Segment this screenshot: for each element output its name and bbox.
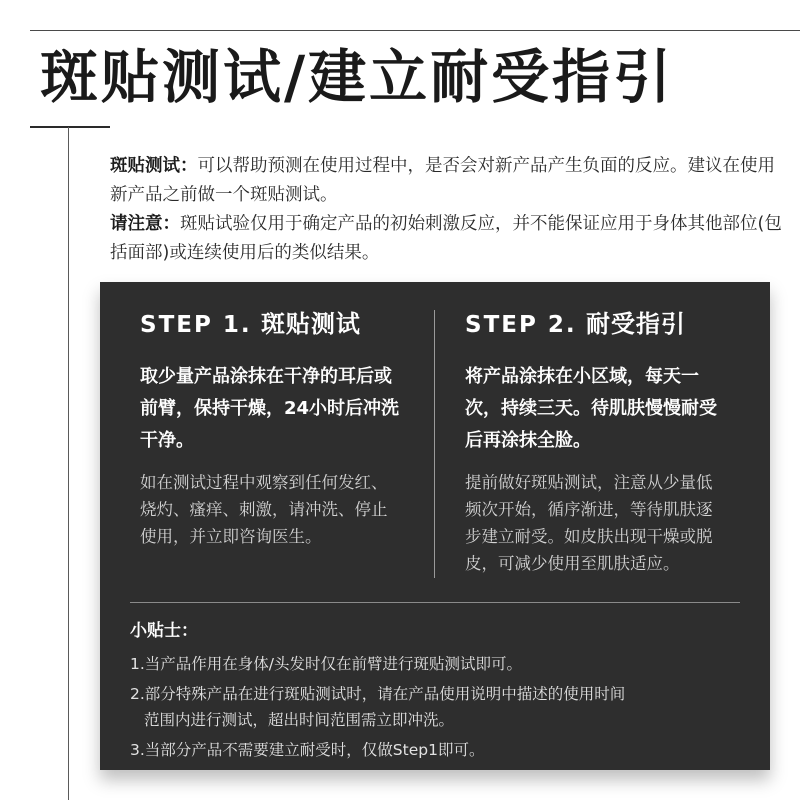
intro-section bbox=[110, 152, 790, 268]
tips-section bbox=[130, 619, 750, 763]
tip-item-2: 2.部分特殊产品在进行斑贴测试时，请在产品使用说明中描述的使用时间 bbox=[130, 685, 626, 703]
instruction-panel bbox=[100, 282, 770, 770]
intro-text-patch-test: 可以帮助预测在使用过程中，是否会对新产品产生负面的反应。建议在使用新产品之前做一个斑贴测试。 bbox=[110, 156, 775, 205]
column-divider bbox=[434, 310, 435, 578]
title-underline bbox=[30, 126, 110, 128]
step-2-note: 提前做好斑贴测试，注意从少量低频次开始，循序渐进，等待肌肤逐步建立耐受。如皮肤出现干燥或脱皮，可减少使用至肌肤适应。 bbox=[465, 473, 713, 573]
step-2-label: STEP 2. bbox=[465, 312, 577, 338]
step-1-title: 斑贴测试 bbox=[260, 310, 361, 338]
intro-label-notice: 请注意： bbox=[110, 214, 180, 234]
step-2-heading bbox=[465, 308, 725, 341]
step-1-label: STEP 1. bbox=[140, 312, 252, 338]
tips-title: 小贴士： bbox=[130, 621, 198, 641]
step-2-title: 耐受指引 bbox=[585, 310, 686, 338]
step-1-column bbox=[140, 308, 400, 550]
step-2-instruction: 将产品涂抹在小区域，每天一次，持续三天。待肌肤慢慢耐受后再涂抹全脸。 bbox=[465, 366, 717, 451]
left-vertical-rule bbox=[68, 127, 69, 800]
intro-paragraph-notice bbox=[110, 210, 790, 268]
tip-item-2-continued: 范围内进行测试，超出时间范围需立即冲洗。 bbox=[144, 711, 455, 729]
intro-label-patch-test: 斑贴测试： bbox=[110, 156, 198, 176]
page-title: 斑贴测试/建立耐受指引 bbox=[40, 43, 675, 111]
tip-item-3: 3.当部分产品不需要建立耐受时，仅做Step1即可。 bbox=[130, 741, 485, 759]
tips-divider bbox=[130, 602, 740, 603]
top-divider-line bbox=[30, 30, 800, 31]
intro-text-notice: 斑贴试验仅用于确定产品的初始刺激反应，并不能保证应用于身体其他部位(包括面部)或连续使用后的类似结果。 bbox=[110, 214, 782, 263]
intro-paragraph-patch-test bbox=[110, 152, 790, 210]
tip-item-1: 1.当产品作用在身体/头发时仅在前臂进行斑贴测试即可。 bbox=[130, 655, 523, 673]
step-1-note: 如在测试过程中观察到任何发红、烧灼、瘙痒、刺激，请冲洗、停止使用，并立即咨询医生。 bbox=[140, 473, 388, 546]
step-1-instruction: 取少量产品涂抹在干净的耳后或前臂，保持干燥，24小时后冲洗干净。 bbox=[140, 366, 400, 451]
step-2-column bbox=[465, 308, 725, 577]
step-1-heading bbox=[140, 308, 400, 341]
